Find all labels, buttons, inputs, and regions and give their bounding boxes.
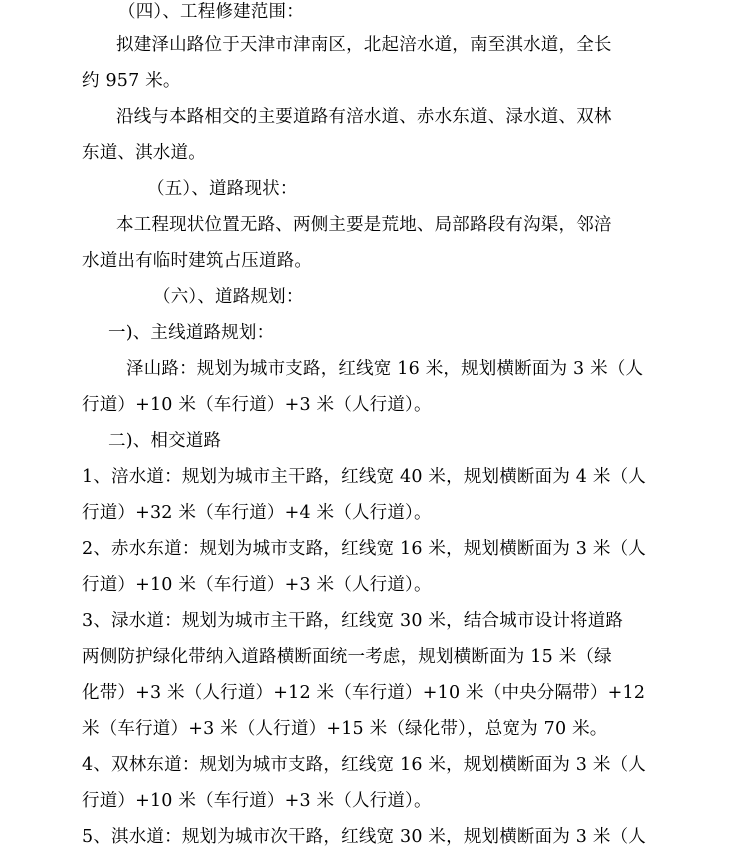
paragraph-line: 水道出有临时建筑占压道路。 — [82, 251, 313, 271]
list-item-line: 化带）+3 米（人行道）+12 米（车行道）+10 米（中央分隔带）+12 — [82, 683, 646, 703]
section-heading-road-status: （五）、道路现状： — [147, 179, 298, 199]
paragraph-line: 东道、淇水道。 — [82, 143, 206, 163]
section-heading-road-planning: （六）、道路规划： — [153, 287, 304, 307]
paragraph-line: 沿线与本路相交的主要道路有涪水道、赤水东道、渌水道、双林 — [116, 107, 612, 127]
section-heading-construction-scope: （四）、工程修建范围： — [118, 2, 304, 22]
list-item-line: 4、双林东道：规划为城市支路，红线宽 16 米，规划横断面为 3 米（人 — [82, 755, 646, 775]
subheading-main-road-planning: 一)、主线道路规划： — [108, 323, 275, 343]
paragraph-line: 拟建泽山路位于天津市津南区，北起涪水道，南至淇水道，全长 — [116, 35, 612, 55]
list-item-line: 1、涪水道：规划为城市主干路，红线宽 40 米，规划横断面为 4 米（人 — [82, 467, 646, 487]
list-item-line: 行道）+10 米（车行道）+3 米（人行道）。 — [82, 575, 432, 595]
list-item-line: 5、淇水道：规划为城市次干路，红线宽 30 米，规划横断面为 3 米（人 — [82, 827, 646, 847]
list-item-line: 行道）+10 米（车行道）+3 米（人行道）。 — [82, 791, 432, 811]
paragraph-line: 行道）+10 米（车行道）+3 米（人行道）。 — [82, 395, 432, 415]
list-item-line: 3、渌水道：规划为城市主干路，红线宽 30 米，结合城市设计将道路 — [82, 611, 624, 631]
list-item-line: 米（车行道）+3 米（人行道）+15 米（绿化带），总宽为 70 米。 — [82, 719, 608, 739]
paragraph-line: 本工程现状位置无路、两侧主要是荒地、局部路段有沟渠，邻涪 — [116, 215, 612, 235]
paragraph-line: 约 957 米。 — [82, 71, 181, 91]
list-item-line: 行道）+32 米（车行道）+4 米（人行道）。 — [82, 503, 432, 523]
list-item-line: 两侧防护绿化带纳入道路横断面统一考虑，规划横断面为 15 米（绿 — [82, 647, 612, 667]
subheading-intersecting-roads: 二)、相交道路 — [108, 431, 222, 451]
paragraph-line: 泽山路：规划为城市支路，红线宽 16 米，规划横断面为 3 米（人 — [126, 359, 644, 379]
list-item-line: 2、赤水东道：规划为城市支路，红线宽 16 米，规划横断面为 3 米（人 — [82, 539, 646, 559]
